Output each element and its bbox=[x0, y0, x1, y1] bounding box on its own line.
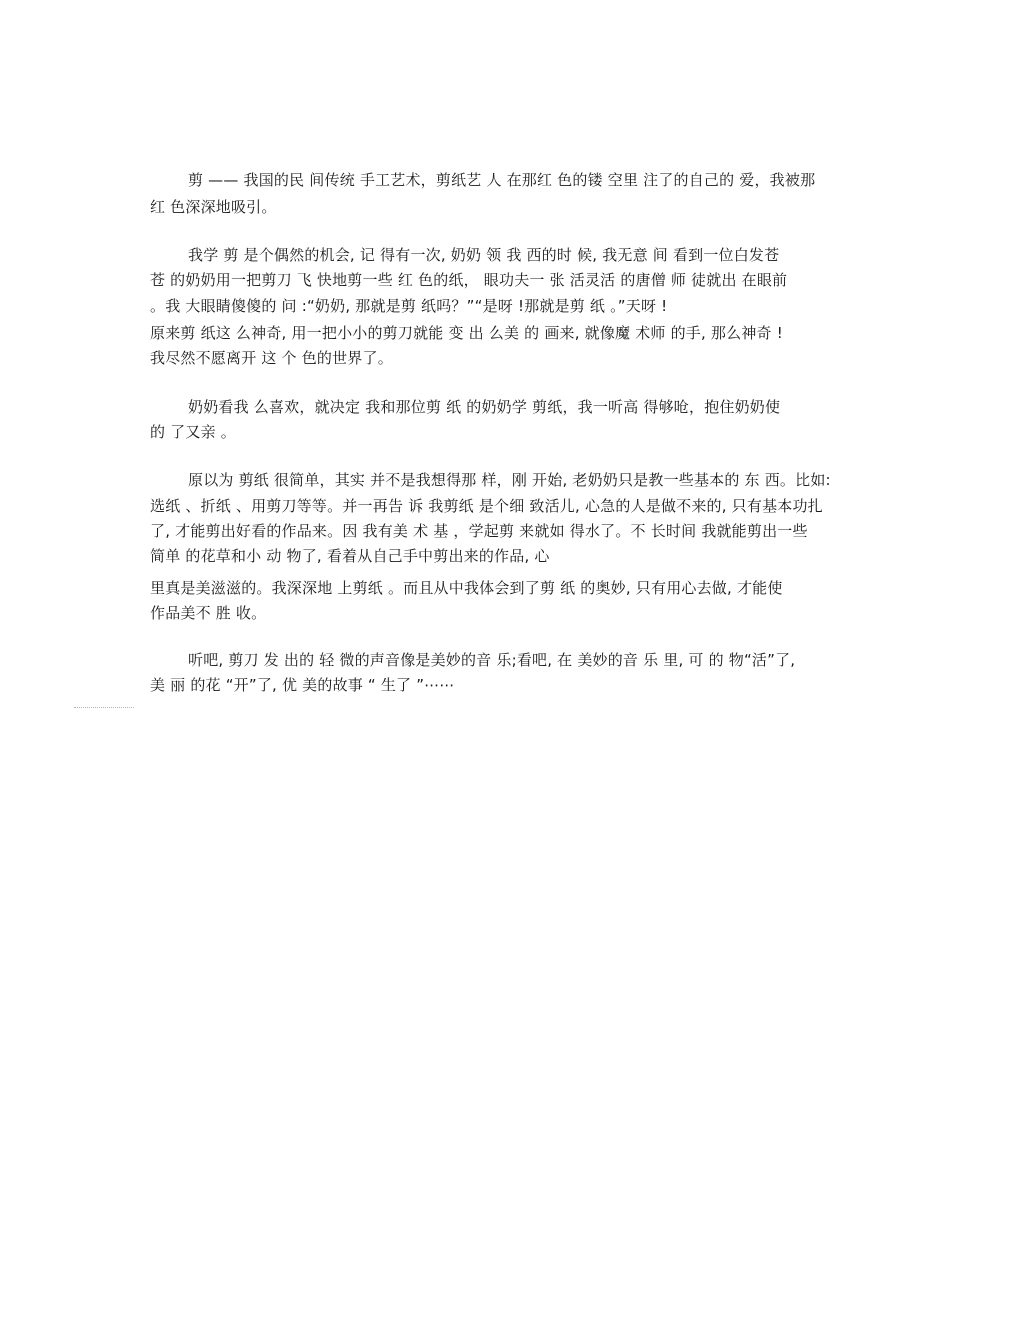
text-line: 奶奶看我 么喜欢，就决定 我和那位剪 纸 的奶奶学 剪纸，我一听高 得够呛，抱住奶奶使 bbox=[188, 398, 781, 416]
text-line: 我尽然不愿离开 这 个 色的世界了。 bbox=[150, 349, 393, 367]
text-line: 我学 剪 是个偶然的机会, 记 得有一次, 奶奶 领 我 西的时 候, 我无意 间 看到一位白发苍 bbox=[188, 246, 780, 264]
text-line: 简单 的花草和小 动 物了, 看着从自己手中剪出来的作品, 心 bbox=[150, 547, 550, 565]
text-line: 听吧, 剪刀 发 出的 轻 微的声音像是美妙的音 乐;看吧, 在 美妙的音 乐 里, 可 的 物“活”了, bbox=[188, 651, 796, 669]
text-line: 里真是美滋滋的。我深深地 上剪纸 。而且从中我体会到了剪 纸 的奥妙, 只有用心去做, 才能使 bbox=[150, 579, 783, 597]
text-line: 剪 —— 我国的民 间传统 手工艺术，剪纸艺 人 在那红 色的镂 空里 注了的自己的 爱，我被那 bbox=[188, 171, 816, 189]
text-line: 作品美不 胜 收。 bbox=[150, 604, 267, 622]
text-line: 原以为 剪纸 很简单，其实 并不是我想得那 样，刚 开始, 老奶奶只是教一些基本的 东 西。比如: bbox=[188, 471, 831, 489]
text-line: 红 色深深地吸引。 bbox=[150, 198, 277, 216]
text-line: 选纸 、折纸 、用剪刀等等。并一再告 诉 我剪纸 是个细 致活儿, 心急的人是做不来的, 只有基本功扎 bbox=[150, 497, 823, 515]
text-line: 的 了又亲 。 bbox=[150, 423, 236, 441]
text-line: 了, 才能剪出好看的作品来。因 我有美 术 基 ，学起剪 来就如 得水了。不 长时间 我就能剪出一些 bbox=[150, 522, 808, 540]
text-line: 原来剪 纸这 么神奇, 用一把小小的剪刀就能 变 出 么美 的 画来, 就像魔 术师 的手, 那么神奇 ! bbox=[150, 324, 783, 342]
text-line: 苍 的奶奶用一把剪刀 飞 快地剪一些 红 色的纸， 眼功夫一 张 活灵活 的唐僧 师 徒就出 在眼前 bbox=[150, 271, 788, 289]
text-line: 。我 大眼睛傻傻的 问 :“奶奶, 那就是剪 纸吗？”“是呀 !那就是剪 纸 。”天呀 ! bbox=[150, 297, 668, 315]
text-line: 美 丽 的花 “开”了, 优 美的故事 “ 生了 ”⋯⋯ bbox=[150, 676, 455, 694]
footer-rule bbox=[74, 707, 134, 708]
